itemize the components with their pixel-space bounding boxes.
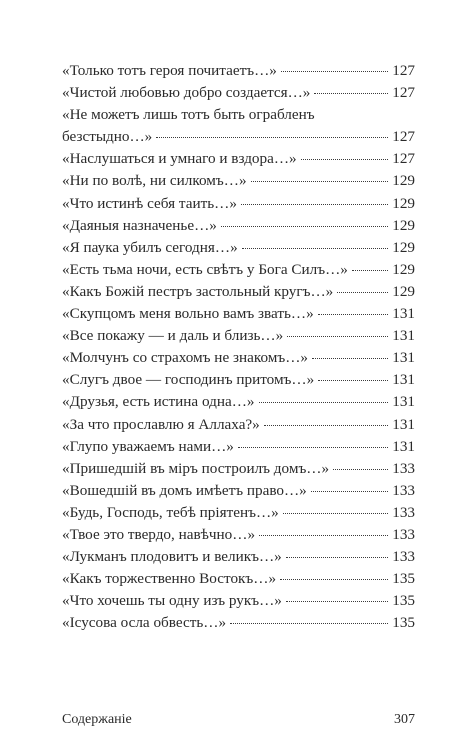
dot-leader [281, 71, 388, 72]
toc-entry-title: «Есть тьма ночи, есть свѣтъ у Бога Силъ…» [62, 260, 348, 278]
running-footer-section: Содержаніе [62, 712, 132, 727]
page-number: 307 [394, 712, 415, 727]
page-footer [62, 712, 415, 728]
toc-entry [62, 414, 415, 436]
toc-entry [62, 325, 415, 347]
dot-leader [287, 336, 388, 337]
toc-entry-title: «Не можетъ лишь тотъ быть ограбленъ [62, 106, 315, 124]
toc-entry-page: 127 [392, 84, 415, 102]
toc-entry-page: 129 [392, 172, 415, 190]
toc-entry-title: «Слугъ двое — господинъ притомъ…» [62, 371, 315, 389]
toc-entry [62, 281, 415, 303]
dot-leader [280, 579, 388, 580]
table-of-contents [62, 60, 415, 634]
dot-leader [221, 226, 388, 227]
toc-entry-title: «Даяныя назначенье…» [62, 216, 217, 234]
toc-entry-title: «Наслушаться и умнаго и вздора…» [62, 150, 297, 168]
toc-entry-page: 135 [392, 592, 415, 610]
toc-entry-title: «Чистой любовью добро создается…» [62, 84, 311, 102]
toc-entry-page: 133 [392, 548, 415, 566]
toc-entry [62, 369, 415, 391]
toc-entry-title: «Только тотъ героя почитаетъ…» [62, 62, 277, 79]
toc-entry [62, 436, 415, 458]
toc-entry-page: 127 [392, 128, 415, 146]
toc-entry-title: «Какъ торжественно Востокъ…» [62, 570, 277, 588]
toc-entry-title: «Скупцомъ меня вольно вамъ звать…» [62, 305, 314, 323]
dot-leader [312, 358, 388, 359]
dot-leader [242, 248, 389, 249]
dot-leader [241, 204, 388, 205]
toc-entry-page: 129 [392, 282, 415, 300]
toc-entry [62, 170, 415, 192]
dot-leader [259, 402, 389, 403]
toc-entry-title: безстыдно…» [62, 128, 153, 146]
toc-entry-page: 133 [392, 525, 415, 543]
toc-entry-page: 135 [392, 614, 415, 632]
toc-entry [62, 458, 415, 480]
toc-entry-title: «Что истинѣ себя таить…» [62, 194, 237, 212]
toc-entry-title: «Лукманъ плодовитъ и великъ…» [62, 548, 282, 566]
dot-leader [318, 380, 388, 381]
toc-entry-title: «Друзья, есть истина одна…» [62, 393, 255, 411]
dot-leader [286, 601, 388, 602]
toc-entry [62, 347, 415, 369]
toc-entry-page: 129 [392, 194, 415, 212]
toc-entry [62, 148, 415, 170]
toc-entry [62, 193, 415, 215]
toc-entry-title: «Ісусова осла обвесть…» [62, 614, 227, 632]
dot-leader [333, 469, 388, 470]
dot-leader [230, 623, 388, 624]
toc-entry [62, 259, 415, 281]
dot-leader [156, 137, 388, 138]
toc-entry-page: 127 [392, 150, 415, 168]
toc-entry-title: «Глупо уважаемъ нами…» [62, 437, 234, 455]
toc-entry-page: 133 [392, 481, 415, 499]
toc-entry-page: 127 [392, 62, 415, 79]
toc-entry-title: «Будь, Господь, тебѣ пріятенъ…» [62, 503, 279, 521]
toc-entry-page: 131 [392, 415, 415, 433]
toc-entry-page: 133 [392, 503, 415, 521]
dot-leader [251, 181, 389, 182]
toc-entry [62, 480, 415, 502]
toc-entry-page: 131 [392, 305, 415, 323]
toc-entry [62, 612, 415, 634]
dot-leader [286, 557, 388, 558]
toc-entry [62, 237, 415, 259]
toc-entry-title: «За что прославлю я Аллаха?» [62, 415, 260, 433]
dot-leader [259, 535, 388, 536]
dot-leader [352, 270, 388, 271]
dot-leader [283, 513, 388, 514]
toc-entry-title: «Пришедшій въ міръ построилъ домъ…» [62, 459, 330, 477]
toc-entry-page: 133 [392, 459, 415, 477]
toc-entry-page: 135 [392, 570, 415, 588]
toc-entry-page: 131 [392, 371, 415, 389]
toc-entry [62, 104, 415, 148]
dot-leader [264, 425, 388, 426]
toc-entry-page: 131 [392, 437, 415, 455]
toc-entry-page: 131 [392, 349, 415, 367]
dot-leader [318, 314, 389, 315]
dot-leader [301, 159, 389, 160]
toc-entry [62, 502, 415, 524]
toc-entry-title: «Все покажу — и даль и близь…» [62, 327, 284, 345]
toc-entry [62, 215, 415, 237]
toc-entry [62, 568, 415, 590]
toc-entry-page: 129 [392, 216, 415, 234]
dot-leader [337, 292, 388, 293]
toc-entry [62, 391, 415, 413]
dot-leader [314, 93, 388, 94]
toc-entry-title: «Я паука убилъ сегодня…» [62, 238, 238, 256]
toc-entry-page: 129 [392, 260, 415, 278]
toc-entry-title: «Какъ Божій пестръ застольный кругъ…» [62, 282, 334, 300]
dot-leader [311, 491, 388, 492]
toc-entry-page: 131 [392, 393, 415, 411]
toc-entry-page: 131 [392, 327, 415, 345]
toc-entry-page: 129 [392, 238, 415, 256]
toc-entry-title: «Вошедшій въ домъ имѣетъ право…» [62, 481, 307, 499]
toc-entry-title: «Что хочешь ты одну изъ рукъ…» [62, 592, 282, 610]
toc-entry-title: «Молчунъ со страхомъ не знакомъ…» [62, 349, 309, 367]
toc-entry [62, 524, 415, 546]
toc-entry [62, 546, 415, 568]
dot-leader [238, 447, 388, 448]
toc-entry [62, 303, 415, 325]
toc-entry-title: «Ни по волѣ, ни силкомъ…» [62, 172, 247, 190]
toc-entry-title: «Твое это твердо, навѣчно…» [62, 525, 256, 543]
toc-entry [62, 590, 415, 612]
toc-entry [62, 60, 415, 82]
toc-entry [62, 82, 415, 104]
